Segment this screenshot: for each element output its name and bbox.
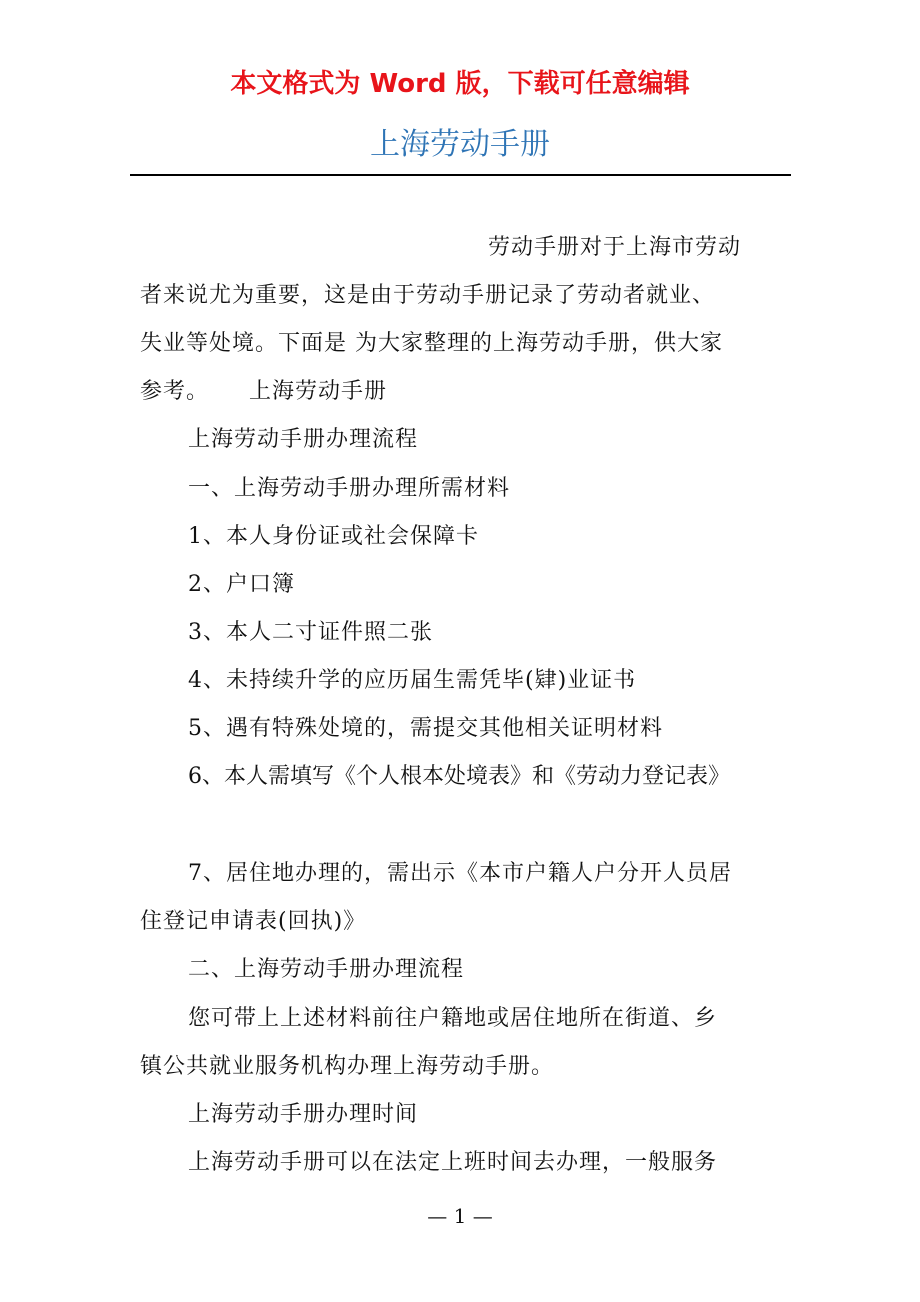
intro-line-3: 失业等处境。下面是 为大家整理的上海劳动手册，供大家 — [140, 331, 723, 356]
page-title: 上海劳动手册 — [370, 127, 550, 162]
word-format-banner: 本文格式为 Word 版，下载可任意编辑 — [230, 69, 690, 99]
material-item-6: 6、本人需填写《个人根本处境表》和《劳动力登记表》 — [188, 764, 730, 789]
intro-line-2: 者来说尤为重要，这是由于劳动手册记录了劳动者就业、 — [140, 283, 716, 308]
process-text-line-2: 镇公共就业服务机构办理上海劳动手册。 — [140, 1054, 555, 1079]
material-item-3: 3、本人二寸证件照二张 — [188, 620, 433, 645]
intro-line-4: 参考。 上海劳动手册 — [140, 379, 387, 404]
materials-heading: 一、上海劳动手册办理所需材料 — [188, 476, 511, 501]
page-number: — 1 — — [427, 1204, 493, 1228]
intro-line-1: 劳动手册对于上海市劳动 — [488, 235, 742, 260]
process-text-line-1: 您可带上上述材料前往户籍地或居住地所在街道、乡 — [188, 1006, 718, 1031]
process-heading: 二、上海劳动手册办理流程 — [188, 957, 465, 982]
material-item-2: 2、户口簿 — [188, 572, 295, 597]
material-item-7-line-2: 住登记申请表(回执)》 — [140, 909, 367, 934]
title-divider — [130, 174, 791, 176]
time-text-line-1: 上海劳动手册可以在法定上班时间去办理，一般服务 — [188, 1150, 718, 1175]
material-item-1: 1、本人身份证或社会保障卡 — [188, 524, 479, 549]
time-heading: 上海劳动手册办理时间 — [188, 1102, 419, 1127]
material-item-7-line-1: 7、居住地办理的，需出示《本市户籍人户分开人员居 — [188, 861, 732, 886]
material-item-4: 4、未持续升学的应历届生需凭毕(肄)业证书 — [188, 668, 637, 693]
section-flow-heading: 上海劳动手册办理流程 — [188, 427, 419, 452]
material-item-5: 5、遇有特殊处境的，需提交其他相关证明材料 — [188, 716, 663, 741]
